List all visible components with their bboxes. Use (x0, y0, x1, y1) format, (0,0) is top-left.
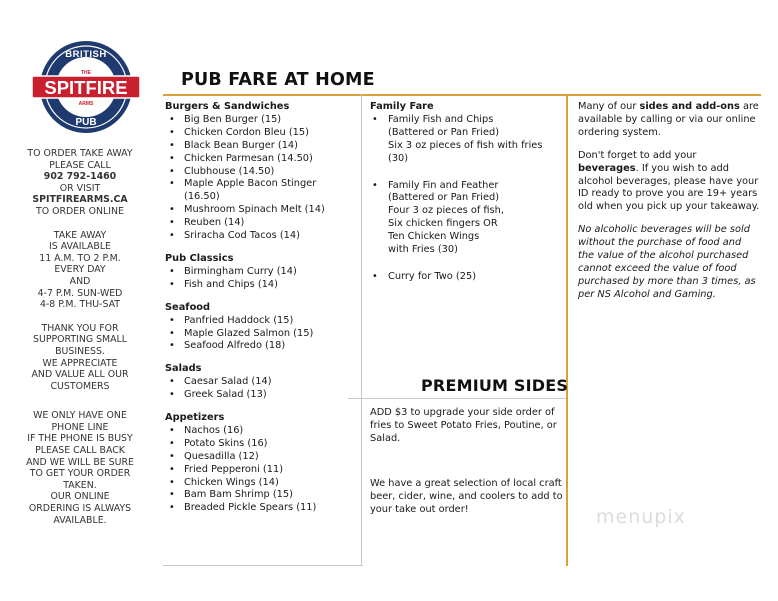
spitfire-arms-logo (30, 37, 142, 137)
alcohol-disclaimer: No alcoholic beverages will be sold without the purchase of food and the value of the alcohol purchased cannot exceed the value of food purchased by more than 3 times, as per NS Alcohol and Gaming. (578, 224, 756, 300)
section-heading: Appetizers (165, 412, 225, 424)
thanks-line: SUPPORTING SMALL (33, 334, 127, 346)
menu-item: • Sriracha Cod Tacos (14) (165, 230, 345, 243)
header-divider (163, 94, 761, 96)
family-item-line: Four 3 oz pieces of fish, (388, 205, 504, 217)
family-item-line: Ten Chicken Wings (388, 231, 480, 243)
family-item-line: Six 3 oz pieces of fish with fries (388, 139, 543, 151)
menu-item: • Potato Skins (16) (165, 438, 345, 451)
hours-line: IS AVAILABLE (49, 241, 111, 253)
logo-bottom-text: PUB (75, 117, 97, 128)
menu-item: • Mushroom Spinach Melt (14) (165, 204, 345, 217)
family-item-line: Six chicken fingers OR (388, 218, 498, 230)
menu-item: • Quesadilla (12) (165, 451, 345, 464)
family-fare-column (370, 101, 560, 298)
section-heading: Pub Classics (165, 252, 234, 264)
premium-sides-section (370, 407, 565, 548)
menu-item: • Nachos (16) (165, 425, 345, 438)
menu-section-salads (165, 363, 345, 402)
family-item-line: (30) (388, 152, 409, 164)
hours-line: 11 A.M. TO 2 P.M. (39, 252, 121, 264)
thanks-line: CUSTOMERS (50, 380, 110, 392)
menu-item: • Greek Salad (13) (165, 389, 345, 402)
notes-column (578, 101, 760, 312)
logo-top-text: BRITISH (65, 49, 107, 60)
menu-column (165, 101, 345, 525)
hours-line: TAKE AWAY (53, 229, 107, 241)
section-heading: Seafood (165, 301, 211, 313)
menu-section-appetizers (165, 412, 345, 515)
menu-section-burgers (165, 101, 345, 243)
family-item-line: • Curry for Two (25) (388, 270, 477, 282)
thanks-line: WE APPRECIATE (42, 357, 118, 369)
order-line: TO ORDER TAKE AWAY (27, 148, 133, 159)
menu-item: • Maple Apple Bacon Stinger (16.50) (165, 178, 345, 204)
menu-item: • Black Bean Burger (14) (165, 140, 345, 153)
section-heading: Burgers & Sandwiches (165, 101, 290, 112)
thanks-line: AND VALUE ALL OUR (31, 369, 129, 381)
menu-item: • Big Ben Burger (15) (165, 114, 345, 127)
hours-line: EVERY DAY (54, 264, 106, 276)
phone-note-line: ORDERING IS ALWAYS (28, 503, 132, 515)
hours-line: AND (69, 275, 91, 287)
menu-item: • Fried Pepperoni (11) (165, 464, 345, 477)
menu-item: • Clubhouse (14.50) (165, 166, 345, 179)
takeaway-hours (20, 230, 140, 311)
bottom-divider (163, 565, 363, 566)
family-item-line: (Battered or Pan Fried) (388, 126, 500, 138)
menu-section-pub-classics (165, 253, 345, 292)
family-item-line: with Fries (30) (388, 244, 458, 256)
family-item-line: • Family Fish and Chips (388, 113, 494, 125)
premium-upgrade-text: ADD $3 to upgrade your side order of fries to Sweet Potato Fries, Poutine, or Salad. (370, 407, 557, 444)
premium-sides-title: PREMIUM SIDES (421, 376, 569, 395)
thanks-line: THANK YOU FOR (41, 322, 119, 334)
menu-item: • Bam Bam Shrimp (15) (165, 489, 345, 502)
phone-line-note (20, 410, 140, 526)
menu-item: • Panfried Haddock (15) (165, 315, 345, 328)
note-bold-text: sides and add-ons (639, 101, 740, 112)
phone-note-line: TO GET YOUR ORDER (29, 468, 131, 480)
menu-item: • Chicken Parmesan (14.50) (165, 153, 345, 166)
phone-note-line: AND WE WILL BE SURE (26, 456, 134, 468)
family-item-line: (Battered or Pan Fried) (388, 192, 500, 204)
phone-note-line: IF THE PHONE IS BUSY (27, 433, 133, 445)
family-item-curry (370, 271, 560, 284)
menu-item: • Reuben (14) (165, 217, 345, 230)
middle-column-divider (361, 94, 362, 566)
or-visit-text: OR VISIT (59, 182, 101, 194)
phone-note-line: PLEASE CALL BACK (35, 445, 125, 457)
note-text: Don't forget to add your (578, 149, 697, 161)
family-item-line: • Family Fin and Feather (388, 179, 499, 191)
menu-item: • Birmingham Curry (14) (165, 266, 345, 279)
page-title: PUB FARE AT HOME (181, 70, 375, 90)
note-bold-text: beverages (578, 162, 636, 174)
thanks-line: BUSINESS. (55, 345, 105, 357)
beverages-note (578, 150, 760, 215)
thank-you-note (20, 323, 140, 393)
order-online-text: TO ORDER ONLINE (36, 205, 124, 217)
menu-item: • Caesar Salad (14) (165, 376, 345, 389)
note-text: are available by calling or via our online ordering system. (578, 101, 759, 138)
premium-divider (348, 398, 566, 399)
order-line: PLEASE CALL (49, 159, 111, 171)
menu-section-seafood (165, 302, 345, 354)
family-item-fin-feather (370, 180, 560, 257)
menu-item: • Maple Glazed Salmon (15) (165, 328, 345, 341)
phone-note-line: AVAILABLE. (53, 514, 107, 526)
menu-item: • Breaded Pickle Spears (11) (165, 502, 345, 515)
phone-note-line: OUR ONLINE (50, 491, 110, 503)
logo-arms-text: ARMS (78, 101, 94, 107)
right-column-divider (566, 94, 568, 566)
family-item-fish-chips (370, 114, 560, 166)
note-text: Many of our (578, 101, 640, 112)
phone-note-line: WE ONLY HAVE ONE (33, 410, 127, 422)
hours-line: 4-7 P.M. SUN-WED (37, 287, 123, 299)
section-heading: Salads (165, 363, 202, 375)
menu-item: • Seafood Alfredo (18) (165, 340, 345, 353)
menu-item: • Fish and Chips (14) (165, 279, 345, 292)
beverage-selection-text: We have a great selection of local craft beer, cider, wine, and coolers to add to your take out order! (370, 477, 563, 515)
phone-number[interactable]: 902 792-1460 (43, 171, 117, 183)
logo-the-text: THE (81, 70, 91, 76)
phone-note-line: TAKEN. (63, 479, 97, 491)
section-heading: Family Fare (370, 101, 434, 112)
order-instructions (20, 148, 140, 218)
menu-item: • Chicken Cordon Bleu (15) (165, 127, 345, 140)
hours-line: 4-8 P.M. THU-SAT (39, 299, 121, 311)
note-text: . If you wish to add alcohol beverages, please have your ID ready to prove you are 19+ years old when you pick up your takeaway. (578, 162, 760, 213)
logo-main-text: SPITFIRE (44, 77, 128, 98)
website-link[interactable]: SPITFIREARMS.CA (32, 194, 128, 206)
menu-item: • Chicken Wings (14) (165, 477, 345, 490)
sides-note (578, 101, 760, 140)
phone-note-line: PHONE LINE (51, 421, 109, 433)
watermark: menupix (596, 506, 686, 528)
ordering-info-column (20, 148, 140, 538)
